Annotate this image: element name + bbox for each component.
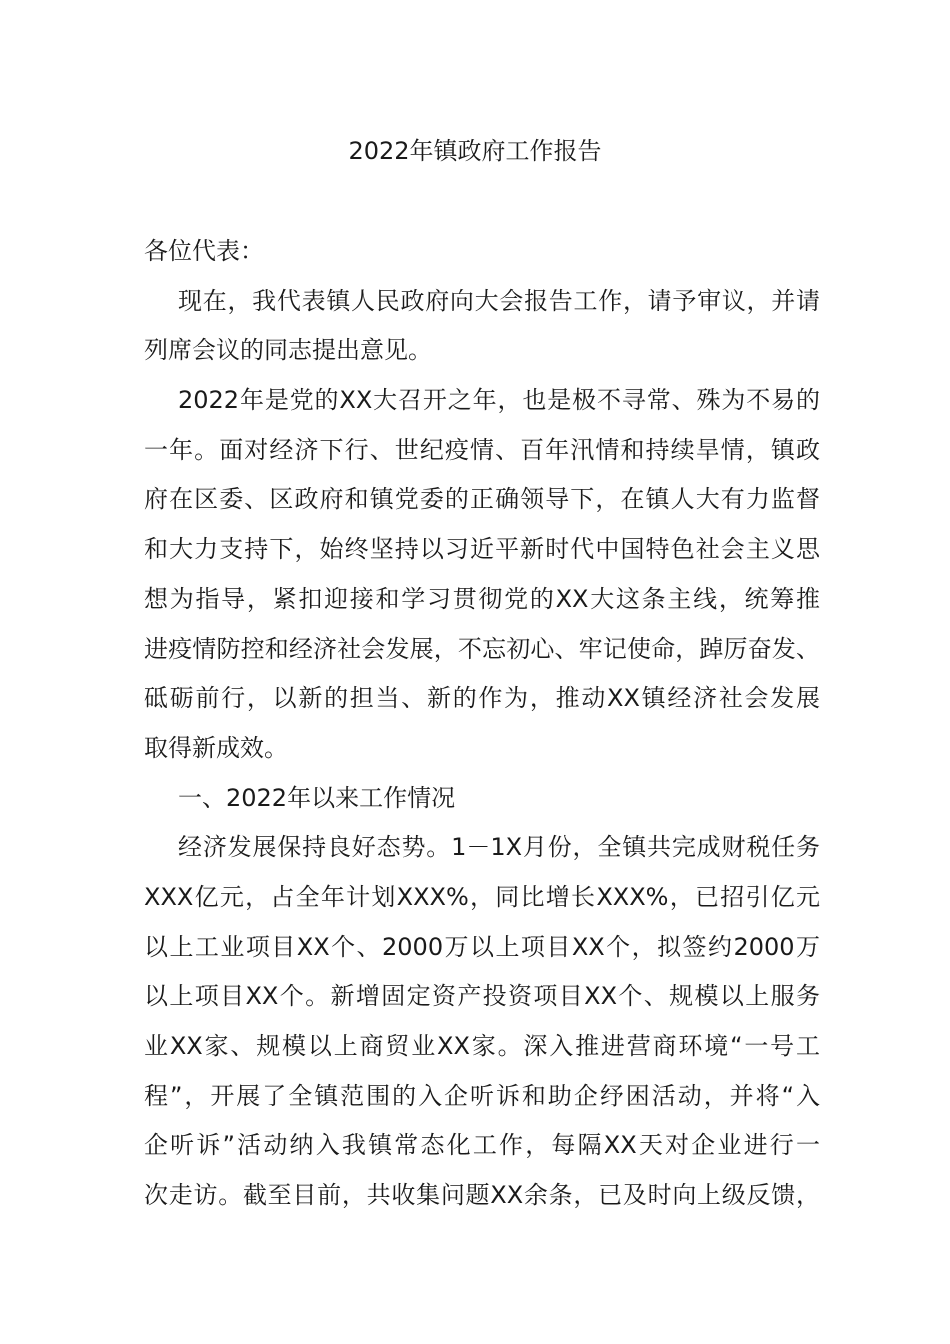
- document-line: 程”，开展了全镇范围的入企听诉和助企纾困活动，并将“入: [144, 1081, 820, 1110]
- document-line: 想为指导，紧扣迎接和学习贯彻党的XX大这条主线，统筹推: [144, 584, 820, 613]
- document-line: 现在，我代表镇人民政府向大会报告工作，请予审议，并请: [178, 286, 820, 315]
- document-line: 一年。面对经济下行、世纪疫情、百年汛情和持续旱情，镇政: [144, 435, 820, 464]
- document-line: 砥砺前行，以新的担当、新的作为，推动XX镇经济社会发展: [144, 684, 820, 713]
- document-line: XXX亿元，占全年计划XXX%，同比增长XXX%，已招引亿元: [144, 882, 820, 911]
- document-body: [144, 233, 820, 1227]
- document-line: 次走访。截至目前，共收集问题XX余条，已及时向上级反馈，: [144, 1181, 820, 1210]
- document-line: 列席会议的同志提出意见。: [144, 336, 432, 365]
- document-line: 取得新成效。: [144, 733, 288, 762]
- document-line: 一、2022年以来工作情况: [178, 783, 456, 812]
- document-line: 企听诉”活动纳入我镇常态化工作，每隔XX天对企业进行一: [144, 1131, 820, 1160]
- document-title: 2022年镇政府工作报告: [348, 137, 602, 165]
- document-line: 和大力支持下，始终坚持以习近平新时代中国特色社会主义思: [144, 535, 820, 564]
- document-line: 以上项目XX个。新增固定资产投资项目XX个、规模以上服务: [144, 982, 820, 1011]
- document-line: 进疫情防控和经济社会发展，不忘初心、牢记使命，踔厉奋发、: [144, 634, 820, 663]
- document-line: 业XX家、规模以上商贸业XX家。深入推进营商环境“一号工: [144, 1032, 820, 1060]
- document-line: 2022年是党的XX大召开之年，也是极不寻常、殊为不易的: [178, 386, 820, 415]
- document-line: 各位代表：: [144, 237, 264, 265]
- document-line: 以上工业项目XX个、2000万以上项目XX个，拟签约2000万: [144, 932, 820, 961]
- document-line: 府在区委、区政府和镇党委的正确领导下，在镇人大有力监督: [144, 485, 820, 514]
- document-line: 经济发展保持良好态势。1－1X月份，全镇共完成财税任务: [178, 833, 820, 862]
